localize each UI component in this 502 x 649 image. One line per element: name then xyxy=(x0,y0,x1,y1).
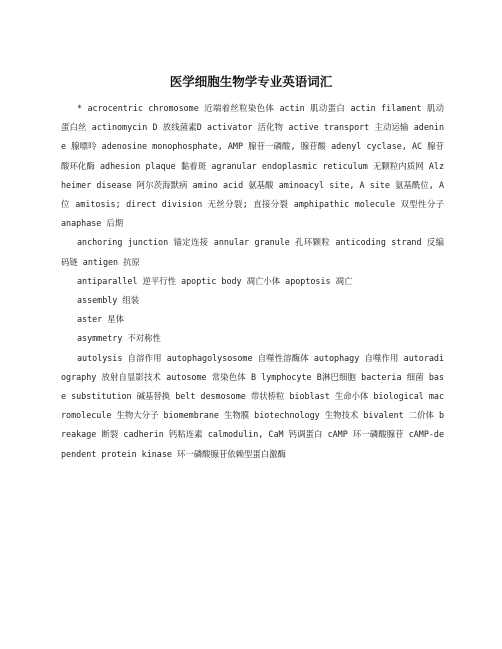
document-title: 医学细胞生物学专业英语词汇 xyxy=(169,74,333,89)
document-body xyxy=(61,99,444,464)
paragraph: assembly 组装 xyxy=(77,295,140,306)
paragraph: anchoring junction 锚定连接 annular granule 孔环颗粒 anticoding strand 反编码链 antigen 抗原 xyxy=(61,237,444,267)
paragraph: antiparallel 逆平行性 apoptic body 凋亡小体 apoptosis 凋亡 xyxy=(77,275,353,286)
paragraph: asymmetry 不对称性 xyxy=(77,333,161,344)
paragraph: * acrocentric chromosome 近端着丝粒染色体 actin 肌动蛋白 actin filament 肌动蛋白丝 actinomycin D 放线菌素D activator 活化物 active transport 主动运输 adenine 腺嘌呤 adenosine monophosphate, AMP 腺苷一磷酸, 腺苷酸 adenyl cyclase, AC 腺苷酸环化酶 adhesion plaque 黏着斑 agranular endoplasmic reticulum 无颗粒内质网 Alzheimer disease 阿尔茨海默病 amino acid 氨基酸 aminoacyl site, A site 氨基酰位, A位 amitosis; direct division 无丝分裂; 直接分裂 amphipathic molecule 双型性分子 anaphase 后期 xyxy=(61,103,444,229)
paragraph: aster 星体 xyxy=(77,314,125,325)
paragraph: autolysis 自溶作用 autophagolysosome 自噬性溶酶体 autophagy 自噬作用 autoradiography 放射自显影技术 autosome 常染色体 B lymphocyte B淋巴细胞 bacteria 细菌 base substitution 碱基替换 belt desmosome 带状桥粒 bioblast 生命小体 biological macromolecule 生物大分子 biomembrane 生物膜 biotechnology 生物技术 bivalent 二价体 breakage 断裂 cadherin 钙粘连素 calmodulin, CaM 钙调蛋白 cAMP 环一磷酸腺苷 cAMP-dependent protein kinase 环一磷酸腺苷依赖型蛋白激酶 xyxy=(61,352,444,459)
